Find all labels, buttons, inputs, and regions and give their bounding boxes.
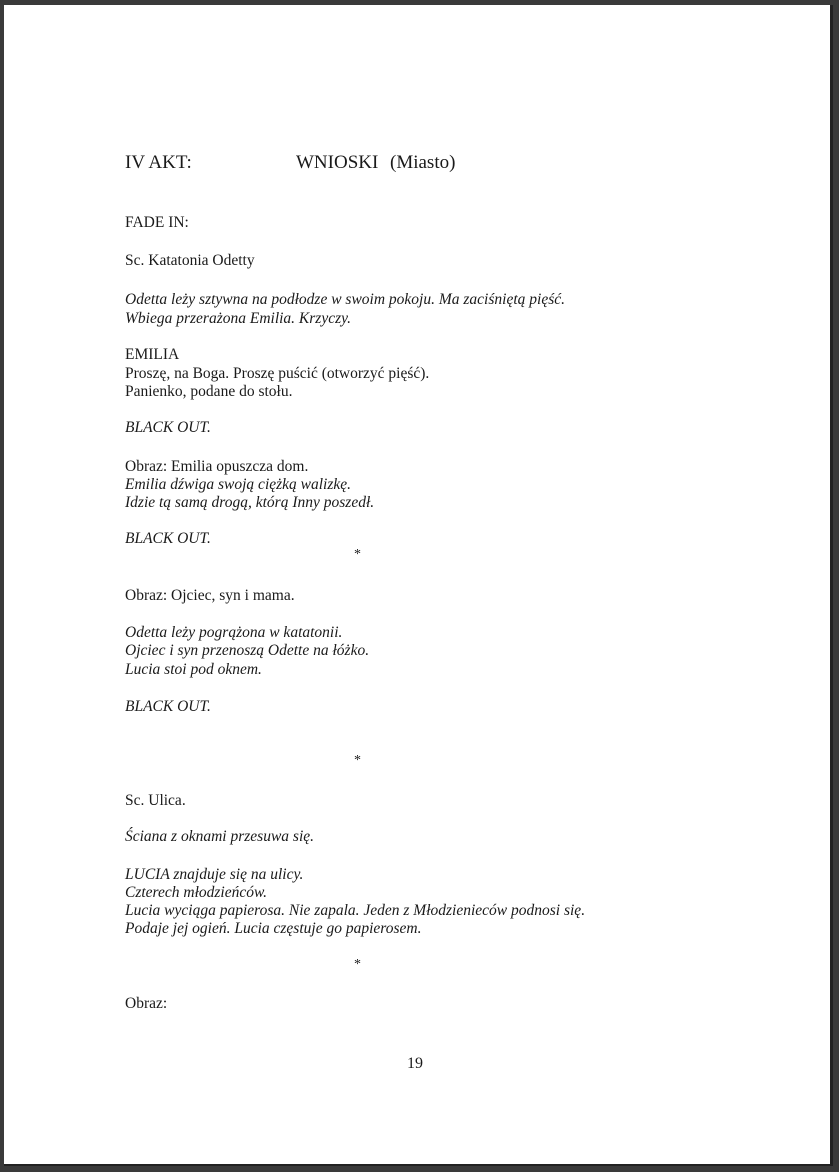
document-page [4,5,833,1166]
scene-heading-ulica: Sc. Ulica. [125,792,186,809]
stage-direction: Czterech młodzieńców. [125,884,268,901]
section-separator: * [354,957,361,972]
image-heading: Obraz: Emilia opuszcza dom. [125,458,309,475]
stage-direction: LUCIA znajduje się na ulicy. [125,866,304,883]
stage-direction: Lucia wyciąga papierosa. Nie zapala. Jeden z Młodzienieców podnosi się. [125,902,586,919]
dialogue-line: Proszę, na Boga. Proszę puścić (otworzyć pięść). [125,365,430,382]
act-title: WNIOSKI [296,152,379,173]
black-out-direction: BLACK OUT. [125,419,211,436]
section-separator: * [354,753,361,768]
stage-direction: Odetta leży pogrążona w katatonii. [125,624,343,641]
stage-direction: Podaje jej ogień. Lucia częstuje go papierosem. [125,920,422,937]
scene-heading-katatonia: Sc. Katatonia Odetty [125,252,255,269]
act-subtitle: (Miasto) [390,152,456,173]
stage-direction: Lucia stoi pod oknem. [125,661,262,678]
image-heading: Obraz: [125,995,168,1012]
character-name-emilia: EMILIA [125,346,180,363]
stage-direction: Emilia dźwiga swoją ciężką walizkę. [125,476,352,493]
dialogue-line: Panienko, podane do stołu. [125,383,293,400]
stage-direction: Wbiega przerażona Emilia. Krzyczy. [125,310,352,327]
section-separator: * [354,547,361,562]
black-out-direction: BLACK OUT. [125,698,211,715]
stage-direction: Odetta leży sztywna na podłodze w swoim pokoju. Ma zaciśniętą pięść. [125,291,565,308]
stage-direction: Ściana z oknami przesuwa się. [125,828,315,845]
page-number: 19 [407,1055,423,1072]
black-out-direction: BLACK OUT. [125,530,211,547]
image-heading: Obraz: Ojciec, syn i mama. [125,587,295,604]
stage-direction: Idzie tą samą drogą, którą Inny poszedł. [125,494,375,511]
act-heading: IV AKT: [125,152,192,173]
stage-direction: Ojciec i syn przenoszą Odette na łóżko. [125,642,370,659]
fade-in-line: FADE IN: [125,214,189,231]
